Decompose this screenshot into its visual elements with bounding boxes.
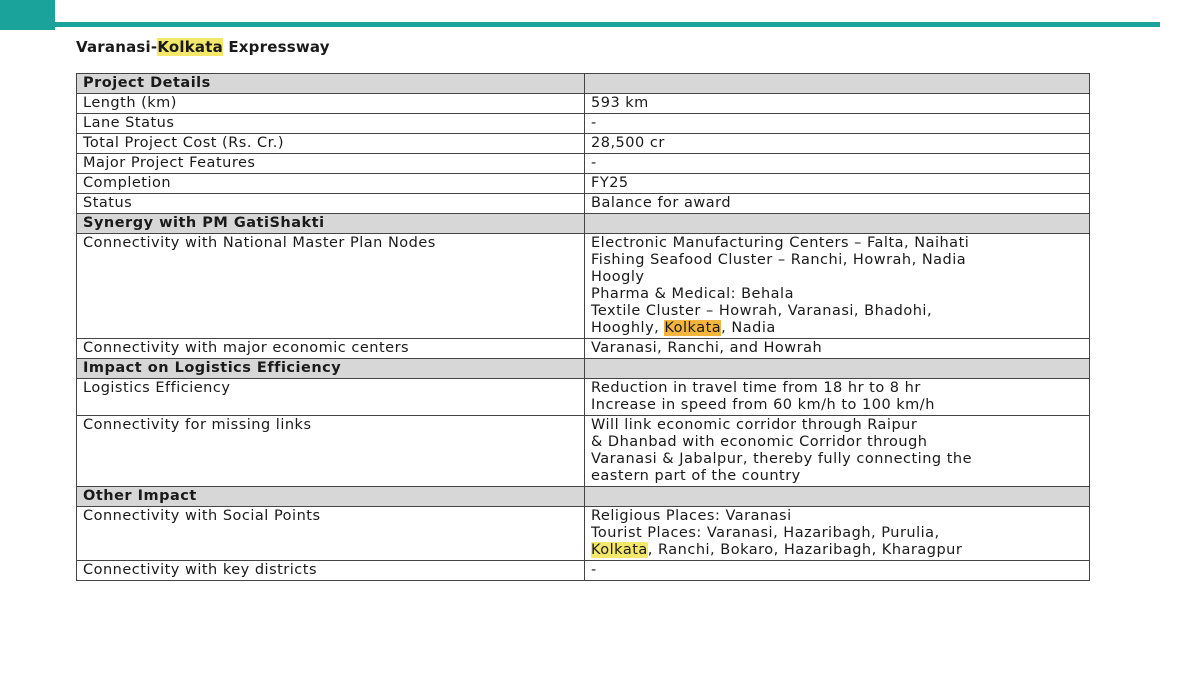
section-blank-cell (585, 214, 1090, 234)
value-line: Will link economic corridor through Raipur (591, 417, 918, 433)
row-label: Length (km) (77, 94, 585, 114)
row-value: 593 km (585, 94, 1090, 114)
row-value: - (585, 154, 1090, 174)
value-line: Increase in speed from 60 km/h to 100 km/h (591, 397, 935, 413)
section-blank-cell (585, 74, 1090, 94)
project-table (76, 73, 1090, 581)
table-row (77, 234, 1090, 339)
value-line: Reduction in travel time from 18 hr to 8 hr (591, 380, 921, 396)
value-line: eastern part of the country (591, 468, 801, 484)
title-suffix: Expressway (222, 38, 330, 56)
highlighted-text: Kolkata (591, 542, 648, 558)
section-header-row (77, 214, 1090, 234)
title-prefix: Varanasi- (76, 38, 158, 56)
page-title (76, 38, 330, 56)
section-blank-cell (585, 359, 1090, 379)
value-line: Pharma & Medical: Behala (591, 286, 794, 302)
table-row (77, 114, 1090, 134)
value-text: , Nadia (721, 320, 776, 336)
table-row (77, 379, 1090, 416)
table-row (77, 561, 1090, 581)
value-line: Varanasi & Jabalpur, thereby fully connecting the (591, 451, 972, 467)
value-line: Fishing Seafood Cluster – Ranchi, Howrah, Nadia (591, 252, 967, 268)
row-label: Connectivity with key districts (77, 561, 585, 581)
row-label: Connectivity with Social Points (77, 507, 585, 561)
corner-accent-block (0, 0, 55, 30)
title-highlight: Kolkata (157, 38, 223, 56)
highlighted-text: Kolkata (664, 320, 722, 336)
row-label: Lane Status (77, 114, 585, 134)
row-value: FY25 (585, 174, 1090, 194)
row-label: Logistics Efficiency (77, 379, 585, 416)
row-value: Varanasi, Ranchi, and Howrah (585, 339, 1090, 359)
table-row (77, 94, 1090, 114)
section-blank-cell (585, 487, 1090, 507)
row-value (585, 507, 1090, 561)
value-text: Hooghly, (591, 320, 665, 336)
row-value: 28,500 cr (585, 134, 1090, 154)
table-row (77, 339, 1090, 359)
table-row (77, 507, 1090, 561)
table-row (77, 134, 1090, 154)
row-value: - (585, 114, 1090, 134)
table-row (77, 194, 1090, 214)
row-label: Connectivity with National Master Plan Nodes (77, 234, 585, 339)
section-title: Project Details (77, 74, 585, 94)
section-title: Impact on Logistics Efficiency (77, 359, 585, 379)
top-accent-bar (55, 22, 1160, 27)
row-label: Total Project Cost (Rs. Cr.) (77, 134, 585, 154)
value-text: , Ranchi, Bokaro, Hazaribagh, Kharagpur (647, 542, 963, 558)
value-line: Electronic Manufacturing Centers – Falta, Naihati (591, 235, 970, 251)
row-value (585, 234, 1090, 339)
row-label: Completion (77, 174, 585, 194)
row-value (585, 416, 1090, 487)
row-value (585, 379, 1090, 416)
row-value: Balance for award (585, 194, 1090, 214)
value-line (591, 320, 1083, 337)
section-header-row (77, 359, 1090, 379)
section-title: Other Impact (77, 487, 585, 507)
value-line: & Dhanbad with economic Corridor through (591, 434, 928, 450)
row-value: - (585, 561, 1090, 581)
value-line (591, 542, 1083, 559)
value-line: Hoogly (591, 269, 645, 285)
row-label: Connectivity with major economic centers (77, 339, 585, 359)
section-header-row (77, 487, 1090, 507)
value-line: Religious Places: Varanasi (591, 508, 792, 524)
table-row (77, 154, 1090, 174)
section-title: Synergy with PM GatiShakti (77, 214, 585, 234)
row-label: Connectivity for missing links (77, 416, 585, 487)
table-row (77, 174, 1090, 194)
section-header-row (77, 74, 1090, 94)
value-line: Tourist Places: Varanasi, Hazaribagh, Purulia, (591, 525, 940, 541)
row-label: Major Project Features (77, 154, 585, 174)
row-label: Status (77, 194, 585, 214)
value-line: Textile Cluster – Howrah, Varanasi, Bhadohi, (591, 303, 933, 319)
table-row (77, 416, 1090, 487)
